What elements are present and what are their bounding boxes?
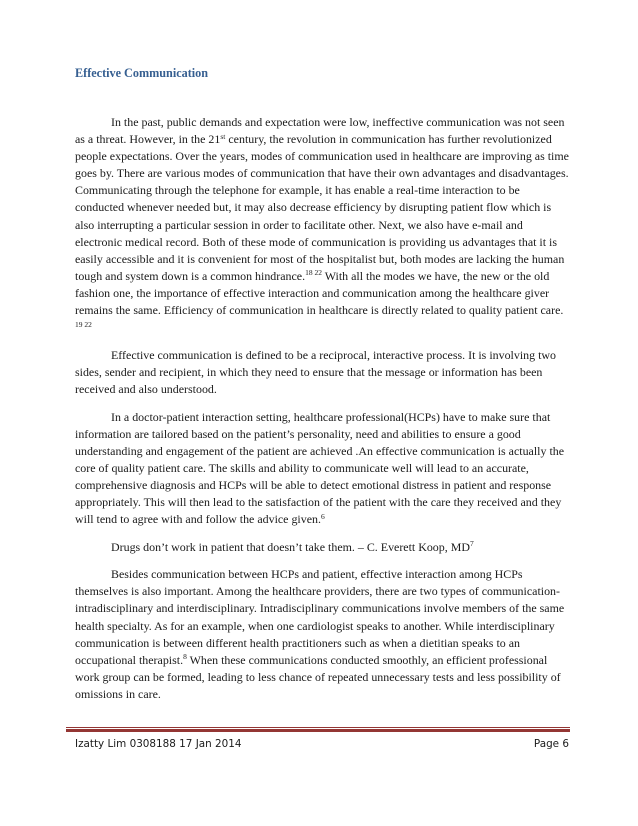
paragraph-2	[75, 347, 569, 398]
footer-rule-thick	[66, 729, 570, 732]
citation-ref: 19 22	[75, 319, 92, 329]
body-text	[75, 114, 569, 714]
citation-ref: 6	[320, 511, 325, 521]
paragraph-5	[75, 566, 569, 703]
paragraph-text: In a doctor-patient interaction setting, healthcare professional(HCPs) have to make sure that information are tailored based on the patient’s personality, need and abilities to ensure a good understanding and engagement of the patient are achieved .An effective communication is actually the core of quality patient care. The skills and ability to communicate well will lead to an accurate, comprehensive diagnosis and HCPs will be able to detect emotional distress in patient and response appropriately. This will then lead to the satisfaction of the patient with the care they received and they will tend to agree with and follow the advice given.	[75, 409, 565, 527]
footer-rule-thin	[66, 727, 570, 728]
paragraph-text: Besides communication between HCPs and patient, effective interaction among HCPs themselves is also important. Among the healthcare providers, there are two types of communication- intradisciplinary and interdisciplinary. Intradisciplinary communications involve members of the same health specialty. As for an example, when one cardiologist speaks to another. While interdisciplinary communication is between different health practitioners such as when a dietitian speaks to an occupational therapist.	[75, 567, 565, 667]
citation-ref: 8	[183, 652, 187, 662]
paragraph-1	[75, 114, 569, 336]
paragraph-text: century, the revolution in communication has further revolutionized people expectations. Over the years, modes of communication used in healthcare are improving as time goes by. There are various modes of communication that have their own advantages and disadvantages. Communicating through the telephone for example, it has enable a real-time interaction to be conducted whenever needed but, it may also decrease efficiency by disrupting patient flow which is also interrupting a particular session in order to facilitate other. Next, we also have e-mail and electronic medical record. Both of these mode of communication is providing us advantages that it is easily accessible and it is convenient for most of the hospitalist but, both modes are lacking the human tough and system down is a common hindrance.	[75, 132, 569, 283]
quote-text: Drugs don’t work in patient that doesn’t take them. – C. Everett Koop, MD	[111, 539, 470, 554]
page-number: Page 6	[533, 738, 569, 750]
paragraph-text: When these communications conducted smoothly, an efficient professional work group can be formed, leading to less chance of repeated unnecessary tests and less possibility of omissions in care.	[75, 652, 561, 701]
paragraph-text: With all the modes we have, the new or the old fashion one, the importance of effective interaction and communication among the healthcare giver remains the same. Efficiency of communication in healthcare is directly related to quality patient care.	[75, 268, 564, 318]
paragraph-3	[75, 409, 569, 529]
superscript-ordinal: st	[220, 131, 226, 141]
footer-author-date: Izatty Lim 0308188 17 Jan 2014	[75, 738, 242, 750]
paragraph-text: Effective communication is defined to be a reciprocal, interactive process. It is involving two sides, sender and recipient, in which they need to ensure that the message or information has been received and also understood.	[75, 347, 556, 396]
citation-ref: 18 22	[305, 268, 322, 278]
section-heading: Effective Communication	[75, 66, 209, 80]
quote-paragraph	[75, 539, 569, 556]
citation-ref: 7	[469, 539, 474, 549]
paragraph-text: In the past, public demands and expectation were low, ineffective communication was not seen as a threat. However, in the 21	[75, 115, 565, 147]
